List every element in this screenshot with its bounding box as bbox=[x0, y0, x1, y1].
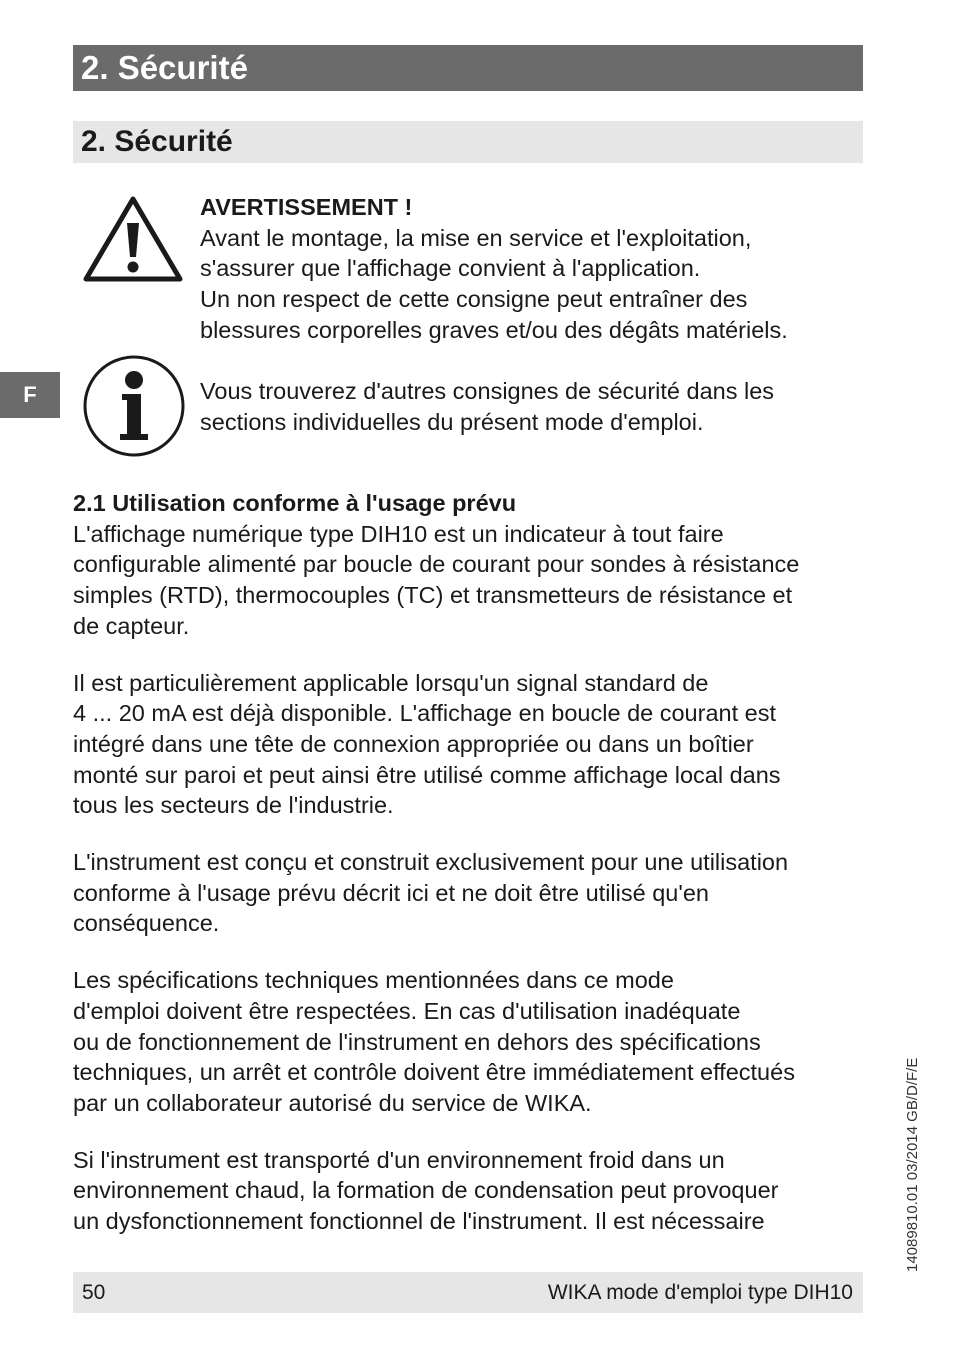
text-line: configurable alimenté par boucle de courant pour sondes à résistance bbox=[73, 551, 800, 578]
text-line: monté sur paroi et peut ainsi être utilisé comme affichage local dans bbox=[73, 761, 781, 788]
text-line: 4 ... 20 mA est déjà disponible. L'affichage en boucle de courant est bbox=[73, 700, 777, 727]
text-line: de capteur. bbox=[73, 612, 190, 639]
warning-triangle-icon bbox=[81, 193, 185, 285]
paragraph bbox=[73, 847, 873, 939]
main-content bbox=[73, 488, 873, 1263]
warning-line: Avant le montage, la mise en service et l'exploitation, bbox=[200, 224, 752, 251]
info-line: Vous trouverez d'autres consignes de sécurité dans les bbox=[200, 378, 775, 404]
info-notice bbox=[200, 376, 860, 437]
paragraph bbox=[73, 668, 873, 822]
page-footer bbox=[73, 1272, 863, 1313]
text-line: environnement chaud, la formation de condensation peut provoquer bbox=[73, 1177, 779, 1204]
paragraph bbox=[73, 965, 873, 1119]
text-line: techniques, un arrêt et contrôle doivent être immédiatement effectués bbox=[73, 1059, 795, 1086]
text-line: Les spécifications techniques mentionnées dans ce mode bbox=[73, 967, 674, 994]
warning-line: Un non respect de cette consigne peut entraîner des bbox=[200, 286, 748, 313]
text-line: ou de fonctionnement de l'instrument en dehors des spécifications bbox=[73, 1028, 761, 1055]
warning-title: AVERTISSEMENT ! bbox=[200, 194, 413, 220]
text-line: Il est particulièrement applicable lorsqu'un signal standard de bbox=[73, 669, 709, 696]
text-line: d'emploi doivent être respectées. En cas d'utilisation inadéquate bbox=[73, 997, 741, 1024]
text-line: conséquence. bbox=[73, 910, 220, 937]
text-line: intégré dans une tête de connexion appropriée ou dans un boîtier bbox=[73, 730, 754, 757]
warning-notice bbox=[200, 192, 860, 346]
paragraph bbox=[73, 1145, 873, 1237]
section-title: 2. Sécurité bbox=[73, 121, 863, 163]
text-line: simples (RTD), thermocouples (TC) et transmetteurs de résistance et bbox=[73, 582, 793, 609]
text-line: tous les secteurs de l'industrie. bbox=[73, 792, 394, 819]
info-line: sections individuelles du présent mode d'emploi. bbox=[200, 408, 704, 435]
text-line: L'affichage numérique type DIH10 est un indicateur à tout faire bbox=[73, 520, 724, 547]
chapter-title: 2. Sécurité bbox=[73, 45, 863, 91]
text-line: un dysfonctionnement fonctionnel de l'instrument. Il est nécessaire bbox=[73, 1208, 765, 1235]
subsection-title: 2.1 Utilisation conforme à l'usage prévu bbox=[73, 490, 517, 516]
page-number: 50 bbox=[82, 1281, 106, 1304]
warning-line: s'assurer que l'affichage convient à l'application. bbox=[200, 255, 701, 282]
info-circle-icon bbox=[82, 354, 186, 458]
warning-line: blessures corporelles graves et/ou des dégâts matériels. bbox=[200, 316, 788, 343]
document-code: 14089810.01 03/2014 GB/D/F/E bbox=[904, 1057, 921, 1272]
language-tab: F bbox=[0, 372, 60, 418]
text-line: par un collaborateur autorisé du service de WIKA. bbox=[73, 1089, 592, 1116]
paragraph bbox=[73, 519, 873, 642]
footer-document-title: WIKA mode d'emploi type DIH10 bbox=[547, 1281, 853, 1304]
text-line: L'instrument est conçu et construit exclusivement pour une utilisation bbox=[73, 849, 789, 876]
text-line: Si l'instrument est transporté d'un environnement froid dans un bbox=[73, 1146, 725, 1173]
text-line: conforme à l'usage prévu décrit ici et ne doit être utilisé qu'en bbox=[73, 879, 709, 906]
